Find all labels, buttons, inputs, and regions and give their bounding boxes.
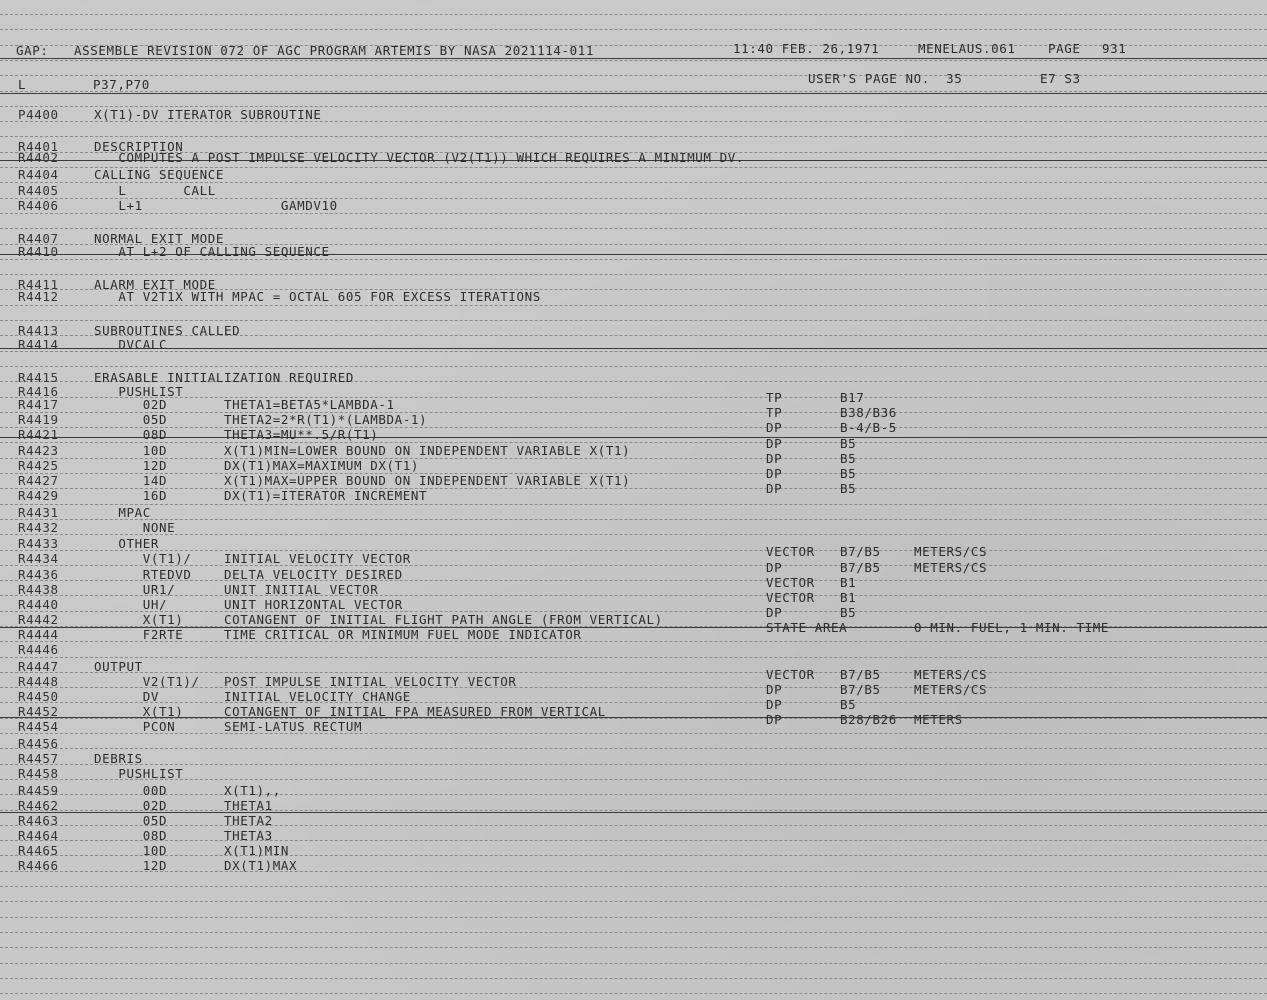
line-type: VECTOR [766,544,815,559]
line-text: PUSHLIST [94,766,184,781]
line-scale: B7/B5 [840,560,881,575]
line-text: NORMAL EXIT MODE [94,231,225,246]
line-scale: B7/B5 [840,544,881,559]
line-seq: R4421 [18,427,59,442]
line-scale: B-4/B-5 [840,420,897,435]
line-seq: R4438 [18,582,59,597]
line-seq: R4401 [18,139,59,154]
line-seq: R4402 [18,150,59,165]
line-text: 05D THETA2=2*R(T1)*(LAMBDA-1) [94,412,428,427]
header-gap: GAP: [16,43,49,58]
line-text: 02D THETA1 [94,798,273,813]
line-seq: R4457 [18,751,59,766]
paper-rule [0,748,1267,749]
paper-rule [0,351,1267,352]
line-seq: R4450 [18,689,59,704]
line-scale: B7/B5 [840,682,881,697]
subheader-users-page: USER'S PAGE NO. 35 [808,71,963,86]
line-scale: B5 [840,436,857,451]
line-seq: R4442 [18,612,59,627]
paper-rule [0,886,1267,887]
paper-rule [0,305,1267,306]
line-text: CALLING SEQUENCE [94,167,225,182]
line-text: 05D THETA2 [94,813,273,828]
line-scale: B5 [840,466,857,481]
line-type: TP [766,390,783,405]
subheader-col: L [18,77,27,92]
line-text: 02D THETA1=BETA5*LAMBDA-1 [94,397,395,412]
line-text: AT V2T1X WITH MPAC = OCTAL 605 FOR EXCESS ITERATIONS [94,289,541,304]
line-scale: B5 [840,605,857,620]
line-seq: R4448 [18,674,59,689]
header-page-number: 931 [1102,41,1127,56]
line-scale: B38/B36 [840,405,897,420]
line-seq: R4444 [18,627,59,642]
paper-rule-dark [0,348,1267,349]
paper-rule [0,320,1267,321]
header-assemble: ASSEMBLE REVISION 072 OF AGC PROGRAM ARTEMIS BY NASA 2021114-011 [74,43,595,58]
paper-rule [0,14,1267,15]
line-seq: R4458 [18,766,59,781]
line-seq: R4466 [18,858,59,873]
line-text: F2RTE TIME CRITICAL OR MINIMUM FUEL MODE INDICATOR [94,627,582,642]
line-scale: B1 [840,590,857,605]
line-seq: R4415 [18,370,59,385]
paper-rule [0,779,1267,780]
line-text: X(T1) COTANGENT OF INITIAL FLIGHT PATH ANGLE (FROM VERTICAL) [94,612,663,627]
line-scale: B7/B5 [840,667,881,682]
line-text: OTHER [94,536,160,551]
paper-rule [0,932,1267,933]
subheader-code: E7 S3 [1040,71,1081,86]
line-note: METERS/CS [914,544,988,559]
line-seq: R4434 [18,551,59,566]
line-text: X(T1) COTANGENT OF INITIAL FPA MEASURED FROM VERTICAL [94,704,606,719]
paper-rule [0,136,1267,137]
line-text: V2(T1)/ POST IMPULSE INITIAL VELOCITY VECTOR [94,674,517,689]
line-seq: R4412 [18,289,59,304]
paper-rule [0,978,1267,979]
paper-rule [0,947,1267,948]
line-text: DV INITIAL VELOCITY CHANGE [94,689,411,704]
line-type: DP [766,697,783,712]
line-text: MPAC [94,505,151,520]
line-text: 12D DX(T1)MAX=MAXIMUM DX(T1) [94,458,420,473]
paper-rule [0,657,1267,658]
line-seq: R4432 [18,520,59,535]
line-seq: R4417 [18,397,59,412]
line-text: 08D THETA3=MU**.5/R(T1) [94,427,379,442]
subheader-programs: P37,P70 [93,77,150,92]
header-page-label: PAGE [1048,41,1081,56]
line-type: VECTOR [766,667,815,682]
line-text: RTEDVD DELTA VELOCITY DESIRED [94,567,403,582]
line-seq: R4411 [18,277,59,292]
line-seq: R4459 [18,783,59,798]
line-type: DP [766,420,783,435]
line-type: DP [766,481,783,496]
line-text: UH/ UNIT HORIZONTAL VECTOR [94,597,403,612]
line-scale: B28/B26 [840,712,897,727]
line-text: V(T1)/ INITIAL VELOCITY VECTOR [94,551,411,566]
line-type: DP [766,436,783,451]
line-text: DVCALC [94,337,168,352]
line-seq: R4440 [18,597,59,612]
line-seq: R4433 [18,536,59,551]
line-seq: R4462 [18,798,59,813]
line-seq: R4416 [18,384,59,399]
line-text: X(T1)-DV ITERATOR SUBROUTINE [94,107,322,122]
line-text: SUBROUTINES CALLED [94,323,241,338]
line-note: METERS/CS [914,560,988,575]
paper-rule [0,519,1267,520]
paper-rule [0,901,1267,902]
line-seq: R4454 [18,719,59,734]
paper-rule [0,228,1267,229]
line-type: TP [766,405,783,420]
line-text: 00D X(T1),, [94,783,281,798]
header-timestamp: 11:40 FEB. 26,1971 [733,41,880,56]
line-seq: R4425 [18,458,59,473]
paper-rule [0,259,1267,260]
paper-rule [0,993,1267,994]
line-seq: R4414 [18,337,59,352]
line-note: METERS/CS [914,682,988,697]
line-text: 08D THETA3 [94,828,273,843]
header-user: MENELAUS.061 [918,41,1016,56]
line-text: UR1/ UNIT INITIAL VECTOR [94,582,379,597]
paper-rule [0,917,1267,918]
line-text: DESCRIPTION [94,139,184,154]
paper-rule [0,504,1267,505]
line-seq: R4413 [18,323,59,338]
line-text: 10D X(T1)MIN=LOWER BOUND ON INDEPENDENT VARIABLE X(T1) [94,443,631,458]
line-text: 14D X(T1)MAX=UPPER BOUND ON INDEPENDENT VARIABLE X(T1) [94,473,631,488]
paper-rule [0,366,1267,367]
line-seq: P4400 [18,107,59,122]
line-scale: B5 [840,451,857,466]
line-seq: R4427 [18,473,59,488]
line-note: METERS/CS [914,667,988,682]
line-text: L+1 GAMDV10 [94,198,338,213]
line-text: L CALL [94,183,216,198]
line-text: PUSHLIST [94,384,184,399]
line-seq: R4465 [18,843,59,858]
line-type: DP [766,466,783,481]
paper-rule [0,60,1267,61]
line-seq: R4463 [18,813,59,828]
line-seq: R4410 [18,244,59,259]
line-text: OUTPUT [94,659,143,674]
line-type: DP [766,712,783,727]
paper-rule-dark [0,93,1267,94]
line-text: DEBRIS [94,751,143,766]
line-scale: B17 [840,390,865,405]
line-type: VECTOR [766,590,815,605]
paper-rule [0,213,1267,214]
line-text: 10D X(T1)MIN [94,843,290,858]
line-seq: R4406 [18,198,59,213]
line-scale: B5 [840,697,857,712]
line-text: NONE [94,520,176,535]
line-type: DP [766,682,783,697]
line-seq: R4447 [18,659,59,674]
line-type: VECTOR [766,575,815,590]
paper-rule [0,764,1267,765]
paper-rule [0,274,1267,275]
line-seq: R4423 [18,443,59,458]
line-scale: B1 [840,575,857,590]
line-note: METERS [914,712,963,727]
paper-rule [0,534,1267,535]
line-seq: R4407 [18,231,59,246]
paper-rule [0,91,1267,92]
line-scale: B5 [840,481,857,496]
line-type: STATE AREA [766,620,848,635]
line-text: AT L+2 OF CALLING SEQUENCE [94,244,330,259]
line-type: DP [766,451,783,466]
line-text: 16D DX(T1)=ITERATOR INCREMENT [94,488,428,503]
line-seq: R4405 [18,183,59,198]
line-seq: R4436 [18,567,59,582]
line-text: ALARM EXIT MODE [94,277,216,292]
line-seq: R4429 [18,488,59,503]
line-seq: R4456 [18,736,59,751]
line-type: DP [766,605,783,620]
line-text: 12D DX(T1)MAX [94,858,298,873]
line-note: 0 MIN. FUEL, 1 MIN. TIME [914,620,1110,635]
line-seq: R4446 [18,642,59,657]
line-seq: R4419 [18,412,59,427]
line-text: PCON SEMI-LATUS RECTUM [94,719,363,734]
line-seq: R4404 [18,167,59,182]
line-seq: R4464 [18,828,59,843]
line-seq: R4452 [18,704,59,719]
paper-rule [0,29,1267,30]
paper-rule [0,672,1267,673]
paper-rule-dark [0,58,1267,59]
paper-rule [0,963,1267,964]
line-type: DP [766,560,783,575]
line-text: ERASABLE INITIALIZATION REQUIRED [94,370,355,385]
line-text: COMPUTES A POST IMPULSE VELOCITY VECTOR (V2(T1)) WHICH REQUIRES A MINIMUM DV. [94,150,745,165]
line-seq: R4431 [18,505,59,520]
